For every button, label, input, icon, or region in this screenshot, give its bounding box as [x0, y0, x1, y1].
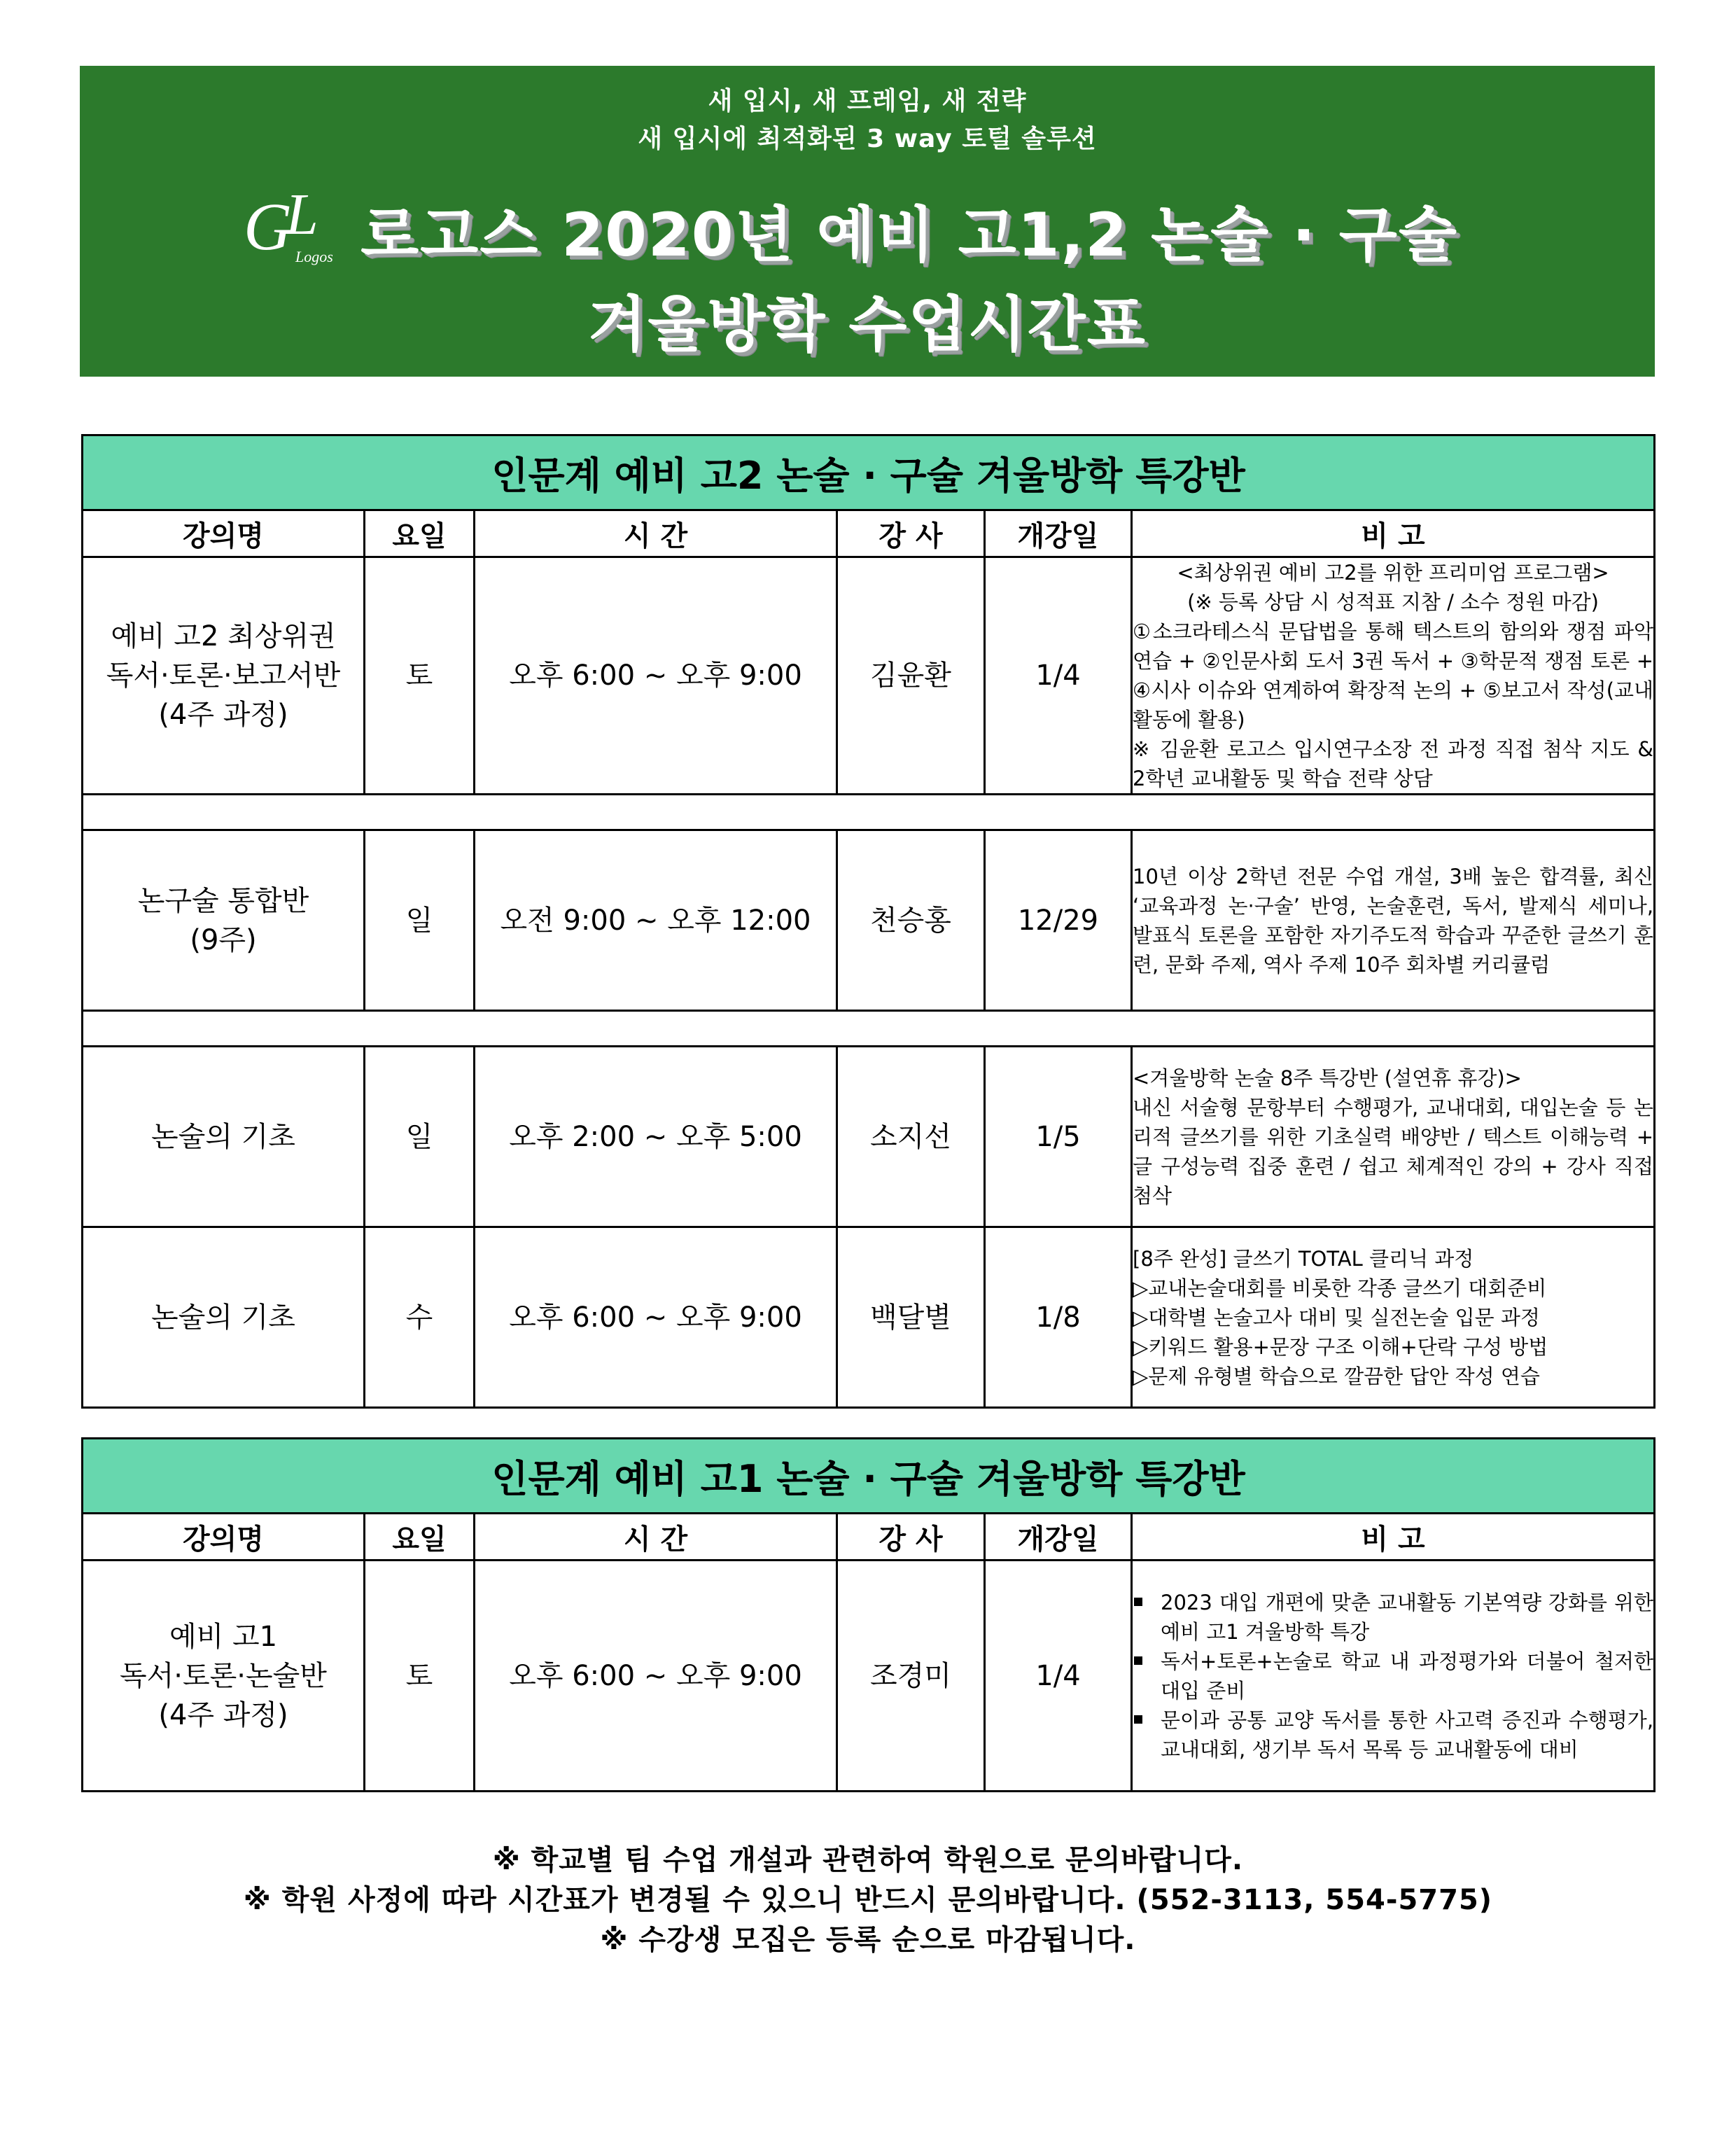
- header-time: 시 간: [475, 1514, 837, 1561]
- header-day: 요일: [365, 1514, 475, 1561]
- start-date-cell: 1/8: [985, 1227, 1132, 1408]
- course-name: 논술의 기초: [83, 1227, 365, 1408]
- time-cell: 오후 6:00 ~ 오후 9:00: [475, 1227, 837, 1408]
- notes-cell: [1132, 1561, 1655, 1792]
- schedule-table-grade1: [81, 1437, 1656, 1792]
- section-title: 인문계 예비 고1 논술 · 구술 겨울방학 특강반: [83, 1439, 1655, 1514]
- start-date-cell: 1/4: [985, 1561, 1132, 1792]
- header-course: 강의명: [83, 1514, 365, 1561]
- time-cell: 오전 9:00 ~ 오후 12:00: [475, 830, 837, 1011]
- header-start-date: 개강일: [985, 1514, 1132, 1561]
- time-cell: 오후 6:00 ~ 오후 9:00: [475, 557, 837, 795]
- table-row: [83, 557, 1655, 795]
- notes-cell: <최상위권 예비 고2를 위한 프리미엄 프로그램> (※ 등록 상담 시 성적표 지참 / 소수 정원 마감) ①소크라테스식 문답법을 통해 텍스트의 함의와 쟁점 파악 연습 + ②인문사회 도서 3권 독서 + ③학문적 쟁점 토론 + ④시사 이슈와 연계하여 확장적 논의 + ⑤보고서 작성(교내활동에 활용) ※ 김윤환 로고스 입시연구소장 전 과정 직접 첨삭 지도 & 2학년 교내활동 및 학습 전략 상담: [1132, 557, 1655, 795]
- spacer-row: [83, 1011, 1655, 1047]
- table-row: [83, 1227, 1655, 1408]
- day-cell: 토: [365, 557, 475, 795]
- table-row: [83, 1561, 1655, 1792]
- header-notes: 비 고: [1132, 1514, 1655, 1561]
- svg-text:G: G: [244, 189, 293, 264]
- day-cell: 토: [365, 1561, 475, 1792]
- header-time: 시 간: [475, 510, 837, 557]
- table-row: [83, 1047, 1655, 1227]
- notes-cell: <겨울방학 논술 8주 특강반 (설연휴 휴강)> 내신 서술형 문항부터 수행평가, 교내대회, 대입논술 등 논리적 글쓰기를 위한 기초실력 배양반 / 텍스트 이해능력 + 글 구성능력 집중 훈련 / 쉽고 체계적인 강의 + 강사 직접 첨삭: [1132, 1047, 1655, 1227]
- start-date-cell: 12/29: [985, 830, 1132, 1011]
- header-course: 강의명: [83, 510, 365, 557]
- teacher-cell: 천승홍: [837, 830, 985, 1011]
- table-header-row: [83, 1514, 1655, 1561]
- header-teacher: 강 사: [837, 1514, 985, 1561]
- spacer-row: [83, 795, 1655, 830]
- footer-note-1: ※ 학교별 팀 수업 개설과 관련하여 학원으로 문의바랍니다.: [492, 1844, 1244, 1876]
- footer-note-3: ※ 수강생 모집은 등록 순으로 마감됩니다.: [600, 1924, 1136, 1956]
- list-item: 2023 대입 개편에 맞춘 교내활동 기본역량 강화를 위한 예비 고1 겨울방학 특강: [1161, 1588, 1653, 1647]
- day-cell: 수: [365, 1227, 475, 1408]
- list-item: 독서+토론+논술로 학교 내 과정평가와 더불어 철저한 대입 준비: [1161, 1647, 1653, 1705]
- course-name: 논술의 기초: [83, 1047, 365, 1227]
- tagline-2: 새 입시에 최적화된 3 way 토털 솔루션: [638, 125, 1097, 153]
- svg-text:Logos: Logos: [295, 248, 333, 265]
- time-cell: 오후 2:00 ~ 오후 5:00: [475, 1047, 837, 1227]
- course-name: 예비 고1 독서·토론·논술반 (4주 과정): [83, 1561, 365, 1792]
- day-cell: 일: [365, 830, 475, 1011]
- header-teacher: 강 사: [837, 510, 985, 557]
- notes-cell: [8주 완성] 글쓰기 TOTAL 클리닉 과정 ▷교내논술대회를 비롯한 각종 글쓰기 대회준비 ▷대학별 논술고사 대비 및 실전논술 입문 과정 ▷키워드 활용+문장 구조 이해+단락 구성 방법 ▷문제 유형별 학습으로 깔끔한 답안 작성 연습: [1132, 1227, 1655, 1408]
- notes-cell: 10년 이상 2학년 전문 수업 개설, 3배 높은 합격률, 최신 ‘교육과정 논·구술’ 반영, 논술훈련, 독서, 발제식 세미나, 발표식 토론을 포함한 자기주도적 학습과 꾸준한 글쓰기 훈련, 문화 주제, 역사 주제 10주 회차별 커리큘럼: [1132, 830, 1655, 1011]
- start-date-cell: 1/5: [985, 1047, 1132, 1227]
- header-banner: [80, 66, 1655, 377]
- header-day: 요일: [365, 510, 475, 557]
- time-cell: 오후 6:00 ~ 오후 9:00: [475, 1561, 837, 1792]
- list-item: 문이과 공통 교양 독서를 통한 사고력 증진과 수행평가, 교내대회, 생기부 독서 목록 등 교내활동에 대비: [1161, 1705, 1653, 1764]
- svg-text:L: L: [286, 185, 318, 247]
- tagline-1: 새 입시, 새 프레임, 새 전략: [708, 87, 1027, 116]
- header-notes: 비 고: [1132, 510, 1655, 557]
- schedule-table-grade2: [81, 434, 1656, 1409]
- teacher-cell: 조경미: [837, 1561, 985, 1792]
- start-date-cell: 1/4: [985, 557, 1132, 795]
- header-start-date: 개강일: [985, 510, 1132, 557]
- footer-note-2: ※ 학원 사정에 따라 시간표가 변경될 수 있으니 반드시 문의바랍니다. (552-3113, 554-5775): [243, 1884, 1493, 1916]
- teacher-cell: 소지선: [837, 1047, 985, 1227]
- section-title: 인문계 예비 고2 논술 · 구술 겨울방학 특강반: [83, 435, 1655, 510]
- page-title-line-2: 겨울방학 수업시간표: [588, 290, 1147, 360]
- page-title-line-1: 로고스 2020년 예비 고1,2 논술 · 구술: [360, 200, 1458, 270]
- notes-bullet-list: [1133, 1588, 1653, 1764]
- day-cell: 일: [365, 1047, 475, 1227]
- course-name: 논구술 통합반 (9주): [83, 830, 365, 1011]
- course-name: 예비 고2 최상위권 독서·토론·보고서반 (4주 과정): [83, 557, 365, 795]
- table-row: [83, 830, 1655, 1011]
- teacher-cell: 백달별: [837, 1227, 985, 1408]
- table-header-row: [83, 510, 1655, 557]
- teacher-cell: 김윤환: [837, 557, 985, 795]
